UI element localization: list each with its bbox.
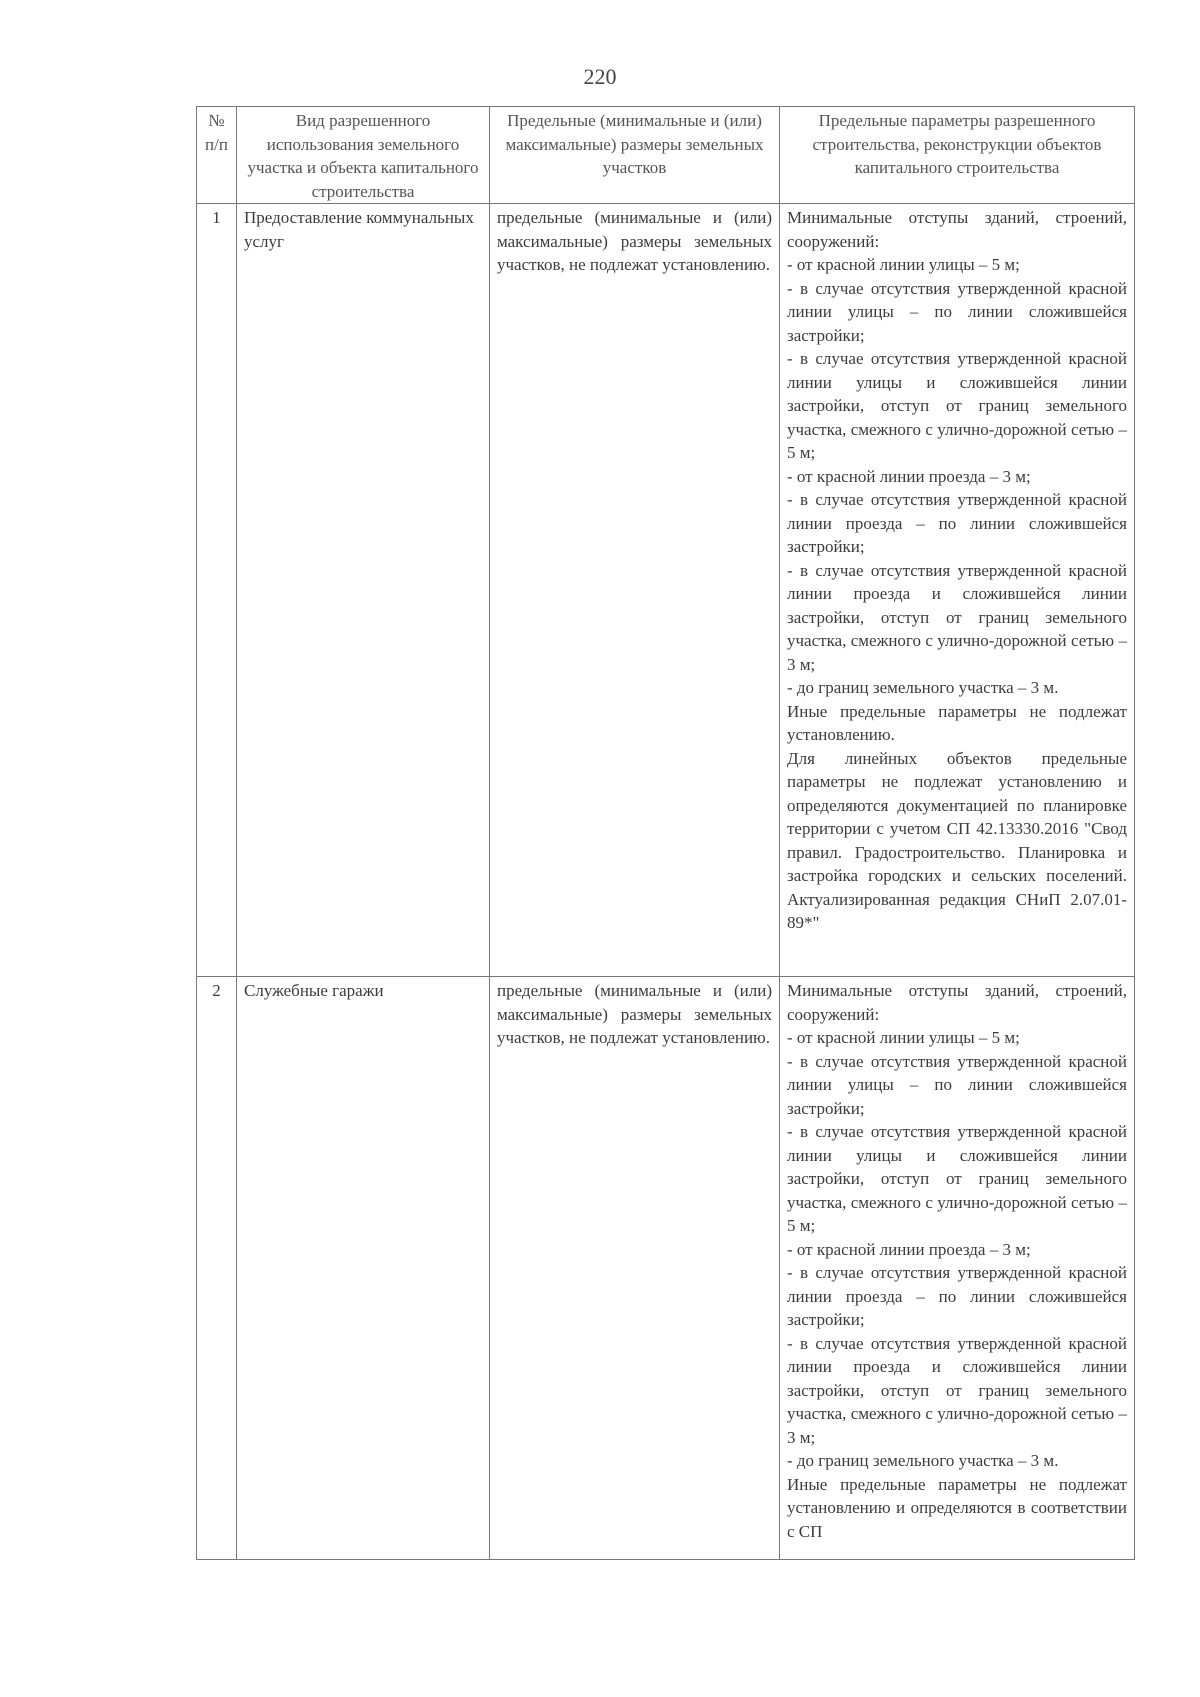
param-line: - в случае отсутствия утвержденной красной линии проезда – по линии сложившейся застройки; (787, 490, 1127, 556)
param-line: - от красной линии улицы – 5 м; (787, 255, 1020, 274)
table-row (197, 977, 1135, 1560)
param-line: - в случае отсутствия утвержденной красной линии проезда и сложившейся линии застройки, отступ от границ земельного участка, смежного с улично-дорожной сетью – 3 м; (787, 560, 1127, 674)
table-header-row (197, 107, 1135, 204)
param-line: - до границ земельного участка – 3 м. (787, 1451, 1059, 1470)
param-line: - в случае отсутствия утвержденной красной линии улицы и сложившейся линии застройки, отступ от границ земельного участка, смежного с улично-дорожной сетью – 5 м; (787, 1122, 1127, 1235)
param-line: Минимальные отступы зданий, строений, сооружений: (787, 981, 1127, 1024)
param-line: - в случае отсутствия утвержденной красной линии улицы – по линии сложившейся застройки; (787, 278, 1127, 345)
header-num: № п/п (197, 107, 237, 204)
param-line: - от красной линии проезда – 3 м; (787, 466, 1031, 486)
param-line: Иные предельные параметры не подлежат установлению и определяются в соответствии с СП (787, 1474, 1127, 1541)
param-line: Иные предельные параметры не подлежат установлению. (787, 701, 1127, 744)
header-use-type: Вид разрешенного использования земельного участка и объекта капитального строительства (237, 107, 490, 204)
plot-size-cell: предельные (минимальные и (или) максимальные) размеры земельных участков, не подлежат установлению. (490, 204, 780, 977)
param-line: - от красной линии улицы – 5 м; (787, 1028, 1020, 1047)
land-use-rules-table (196, 106, 1135, 1560)
param-line: - в случае отсутствия утвержденной красной линии проезда – по линии сложившейся застройки; (787, 1263, 1127, 1329)
param-line: - до границ земельного участка – 3 м. (787, 678, 1059, 697)
page-number: 220 (583, 64, 617, 89)
param-line: - в случае отсутствия утвержденной красной линии улицы и сложившейся линии застройки, отступ от границ земельного участка, смежного с улично-дорожной сетью – 5 м; (787, 349, 1127, 462)
row-number: 1 (197, 204, 237, 977)
header-construction-params: Предельные параметры разрешенного строительства, реконструкции объектов капитального строительства (780, 107, 1135, 204)
use-type-cell: Предоставление коммунальных услуг (237, 204, 490, 977)
use-type-cell: Служебные гаражи (237, 977, 490, 1560)
construction-params-cell (780, 204, 1135, 977)
header-plot-size: Предельные (минимальные и (или) максимальные) размеры земельных участков (490, 107, 780, 204)
param-line: Для линейных объектов предельные параметры не подлежат установлению и определяются документацией по планировке территории с учетом СП 42.13330.2016 "Свод правил. Градостроительство. Планировка и застройка городских и сельских поселений. Актуализированная редакция СНиП 2.07.01-89*" (787, 748, 1127, 932)
construction-params-cell (780, 977, 1135, 1560)
table-row (197, 204, 1135, 977)
row-number: 2 (197, 977, 237, 1560)
param-line: Минимальные отступы зданий, строений, сооружений: (787, 208, 1127, 251)
param-line: - от красной линии проезда – 3 м; (787, 1239, 1031, 1259)
plot-size-cell: предельные (минимальные и (или) максимальные) размеры земельных участков, не подлежат установлению. (490, 977, 780, 1560)
param-line: - в случае отсутствия утвержденной красной линии проезда и сложившейся линии застройки, отступ от границ земельного участка, смежного с улично-дорожной сетью – 3 м; (787, 1333, 1127, 1447)
param-line: - в случае отсутствия утвержденной красной линии улицы – по линии сложившейся застройки; (787, 1051, 1127, 1118)
